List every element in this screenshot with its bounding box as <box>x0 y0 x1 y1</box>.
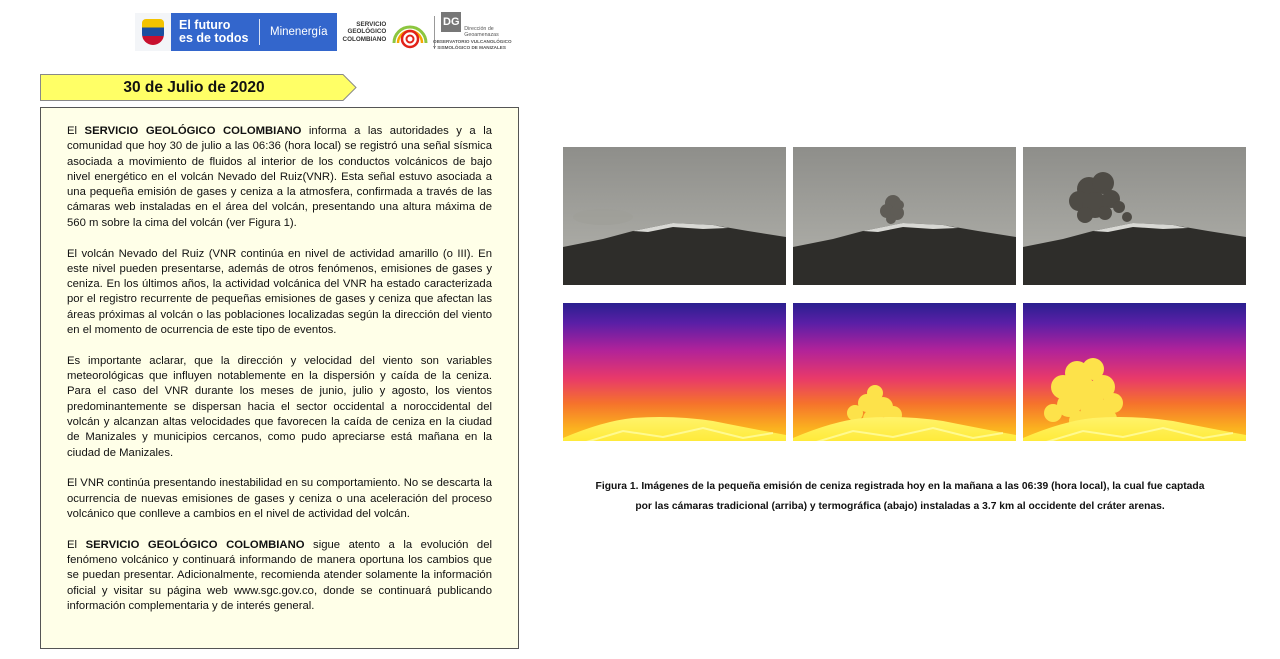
figure-caption <box>562 477 1238 517</box>
bulletin-text-box <box>40 107 519 649</box>
observatory-text: OBSERVATORIO VULCANOLÓGICO Y SISMOLÓGICO DE MANIZALES <box>433 39 512 50</box>
paragraph-4: El VNR continúa presentando inestabilidad en su comportamiento. No se descarta la ocurrencia de nuevas emisiones de gases y ceniza o una aceleración del proceso volcánico que conlleve a cambios en el nivel de actividad del volcán. <box>67 477 492 521</box>
thermal-photo-2 <box>793 303 1016 441</box>
camera-photo-1 <box>563 147 786 285</box>
date-banner <box>40 74 358 101</box>
colombia-crest-icon <box>135 13 171 51</box>
thermal-photo-3 <box>1023 303 1246 441</box>
sgc-spiral-icon <box>390 13 430 51</box>
gov-slogan: El futuro es de todos <box>179 18 249 45</box>
sgc-text: SERVICIO GEOLÓGICO COLOMBIANO <box>342 20 387 43</box>
dg-text: Dirección de Geoamenazas <box>464 25 499 38</box>
ministry-label: Minenergía <box>270 26 328 38</box>
gov-brand <box>171 13 337 51</box>
paragraph-5: El SERVICIO GEOLÓGICO COLOMBIANO sigue atento a la evolución del fenómeno volcánico y continuará informando de manera oportuna los cambios que se puedan presentar. Adicionalmente, recomienda atender solamente la información oficial y visitar su página web www.sgc.gov.co, donde se continuará publicando información complementaria y de interés general. <box>67 538 492 613</box>
dg-brand <box>441 15 499 38</box>
camera-photo-2 <box>793 147 1016 285</box>
camera-photo-3 <box>1023 147 1246 285</box>
thermal-photo-1 <box>563 303 786 441</box>
bulletin-date: 30 de Julio de 2020 <box>123 79 265 96</box>
caption-line-2: por las cámaras tradicional (arriba) y termográfica (abajo) instaladas a 3.7 km al occidente del cráter arenas. <box>635 501 1165 512</box>
paragraph-3: Es importante aclarar, que la dirección y velocidad del viento son variables meteorológicas que influyen notablemente en la dispersión y caída de la ceniza. Para el caso del VNR durante los meses de junio, julio y agosto, los vientos predominantemente se dispersan hacia el sector occidental a noroccidental del volcán y alcanzan altas velocidades que favorecen la caída de ceniza en la ciudad de Manizales y municipios cercanos, como pudo apreciarse está mañana en la ciudad de Manizales. <box>67 354 492 459</box>
paragraph-2: El volcán Nevado del Ruiz (VNR continúa en nivel de actividad amarillo (o III). En este nivel pueden presentarse, además de otros fenómenos, emisiones de gases y ceniza. En los últimos años, la actividad volcánica del VNR ha estado caracterizada por el registro recurrente de pequeñas emisiones de gases y ceniza que afectan las áreas próximas al volcán o las poblaciones localizadas según la dirección del viento en el momento de ocurrencia de este tipo de eventos. <box>67 247 492 337</box>
paragraph-1: El SERVICIO GEOLÓGICO COLOMBIANO informa a las autoridades y a la comunidad que hoy 30 de julio a las 06:36 (hora local) se registró una señal sísmica asociada a movimiento de fluidos al interior de los conductos volcánicos de bajo nivel energético en el volcán Nevado del Ruiz(VNR). Esta señal estuvo asociada a una pequeña emisión de gases y ceniza a la atmosfera, confirmada a través de las cámaras web instaladas en el área del volcán, presentando una altura máxima de 560 m sobre la cima del volcán (ver Figura 1). <box>67 125 492 229</box>
caption-line-1: Figura 1. Imágenes de la pequeña emisión de ceniza registrada hoy en la mañana a las 06:39 (hora local), la cual fue captada <box>595 481 1205 492</box>
dg-badge: DG <box>441 12 461 32</box>
